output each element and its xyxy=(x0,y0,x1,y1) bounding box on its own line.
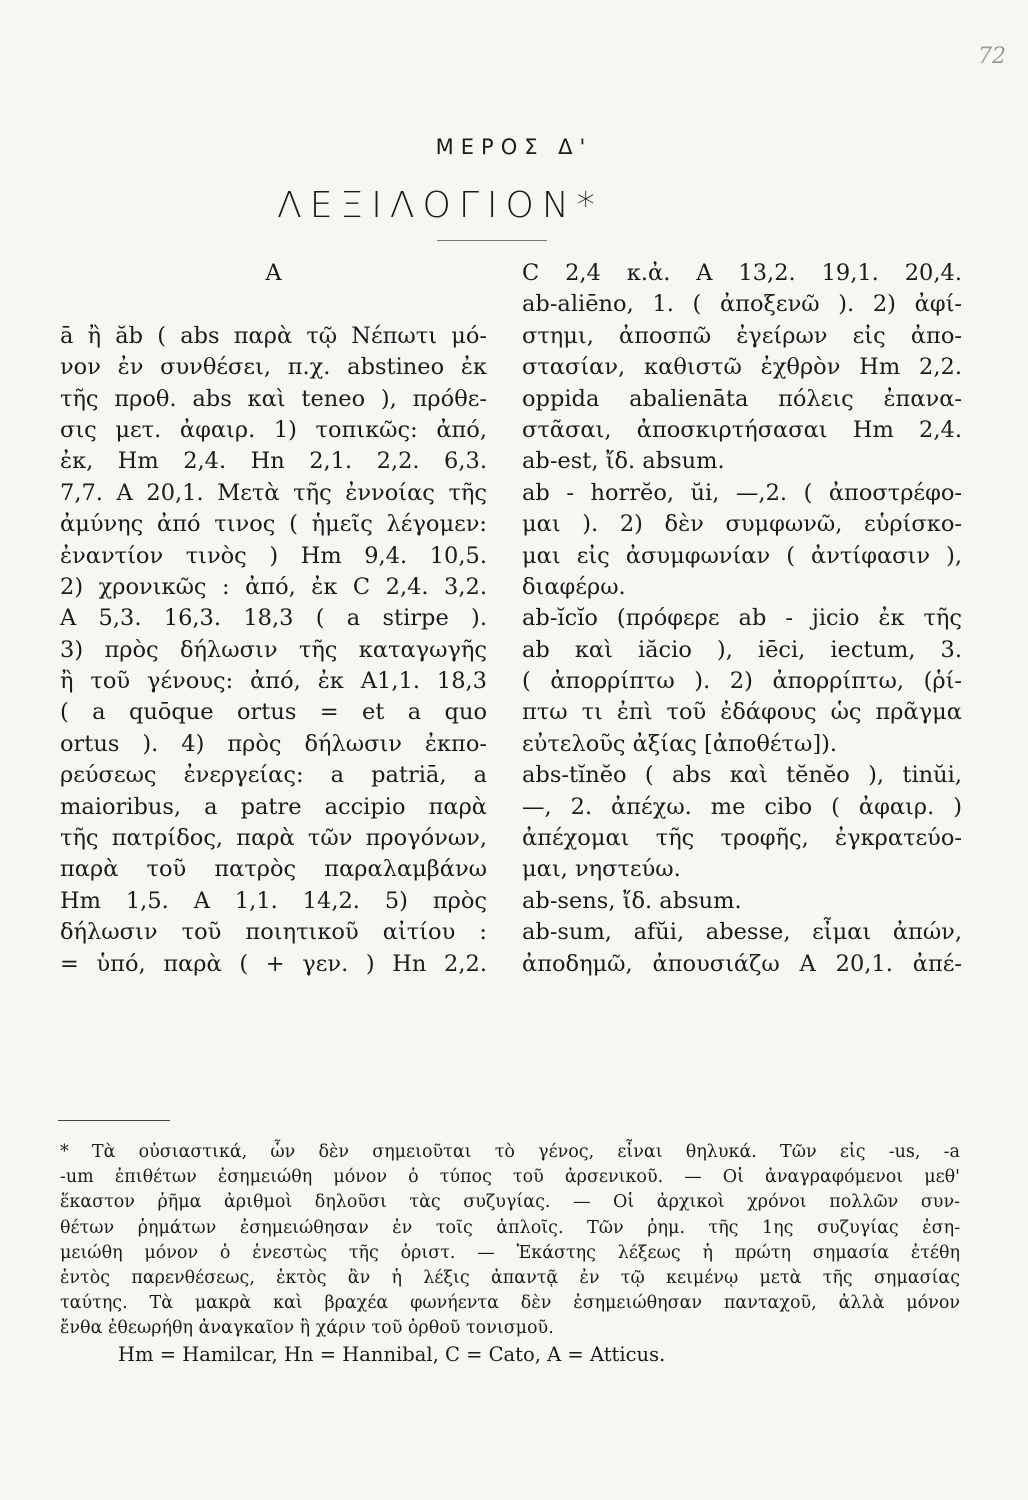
entry-line: στημι, ἀποσπῶ ἐγείρων εἰς ἀπο- xyxy=(522,322,962,349)
left-column xyxy=(60,258,487,980)
right-column xyxy=(522,258,962,980)
entry-line: στᾶσαι, ἀποσκιρτήσασαι Hm 2,4. xyxy=(522,416,962,443)
entry-line: σις μετ. ἀφαιρ. 1) τοπικῶς: ἀπό, xyxy=(60,416,487,443)
entry-line: τῆς προθ. abs καὶ teneo ), πρόθε- xyxy=(60,385,487,412)
footnote-line: * Τὰ οὐσιαστικά, ὧν δὲν σημειοῦται τὸ γένος, εἶναι θηλυκά. Τῶν εἰς -us, -a xyxy=(60,1142,960,1162)
entry-line: ( a quōque ortus = et a quo xyxy=(60,699,487,726)
entry-line: τῆς πατρίδος, παρὰ τῶν προγόνων, xyxy=(60,825,487,852)
entry-line: νον ἐν συνθέσει, π.χ. abstineo ἐκ xyxy=(60,354,487,381)
entry-line: 3) πρὸς δήλωσιν τῆς καταγωγῆς xyxy=(60,636,487,663)
entry-line: ( ἀπορρίπτω ). 2) ἀπορρίπτω, (ῥί- xyxy=(522,668,962,695)
entry-line: ἐναντίον τινὸς ) Hm 9,4. 10,5. xyxy=(60,542,487,569)
footnote-line: ἐντὸς παρενθέσεως, ἐκτὸς ἂν ἡ λέξις ἀπαντᾷ ἐν τῷ κειμένῳ μετὰ τῆς σημασίας xyxy=(60,1267,960,1288)
entry-line: εὐτελοῦς ἀξίας [ἀποθέτω]). xyxy=(522,730,838,757)
entry-line: ab - horrĕo, ŭi, —,2. ( ἀποστρέφο- xyxy=(522,479,962,506)
spacer xyxy=(60,289,487,320)
entry-line: στασίαν, καθιστῶ ἐχθρὸν Hm 2,2. xyxy=(522,354,962,381)
entry-line: ab-sum, afŭi, abesse, εἶμαι ἀπών, xyxy=(522,919,962,946)
entry-line: ρεύσεως ἐνεργείας: a patriā, a xyxy=(60,762,487,789)
footnote-line: μειώθη μόνον ὁ ἐνεστὼς τῆς ὁριστ. — Ἑκάστης λέξεως ἡ πρώτη σημασία ἐτέθη xyxy=(60,1242,960,1263)
title-divider xyxy=(437,240,547,241)
entry-line: πτω τι ἐπὶ τοῦ ἐδάφους ὡς πρᾶγμα xyxy=(522,699,962,726)
entry-line: ἀποδημῶ, ἀπουσιάζω A 20,1. ἀπέ- xyxy=(522,950,962,977)
entry-line: oppida abalienāta πόλεις ἐπανα- xyxy=(522,385,962,412)
footnote-line: -um ἐπιθέτων ἐσημειώθη μόνον ὁ τύπος τοῦ ἀρσενικοῦ. — Οἱ ἀναγραφόμενοι μεθ' xyxy=(60,1167,960,1188)
footnote-line: ταύτης. Τὰ μακρὰ καὶ βραχέα φωνήεντα δὲν ἐσημειώθησαν πανταχοῦ, ἀλλὰ μόνον xyxy=(60,1293,960,1314)
section-letter: A xyxy=(265,260,282,286)
entry-line: ab-aliēno, 1. ( ἀποξενῶ ). 2) ἀφί- xyxy=(522,291,962,318)
entry-line: μαι εἰς ἀσυμφωνίαν ( ἀντίφασιν ), xyxy=(522,542,962,569)
footnote xyxy=(60,1140,960,1367)
page-title: ΛΕΞΙΛΟΓΙΟΝ* xyxy=(277,185,603,226)
entry-line: = ὑπό, παρὰ ( + γεν. ) Hn 2,2. xyxy=(60,950,487,977)
entry-line: ortus ). 4) πρὸς δήλωσιν ἐκπο- xyxy=(60,730,487,757)
footnote-divider xyxy=(58,1120,170,1121)
part-heading: ΜΕΡΟΣ Δ' xyxy=(435,135,593,159)
entry-line: ἢ τοῦ γένους: ἀπό, ἐκ A1,1. 18,3 xyxy=(60,668,487,695)
entry-line: ἀμύνης ἀπό τινος ( ἡμεῖς λέγομεν: xyxy=(60,511,487,538)
entry-line: δήλωσιν τοῦ ποιητικοῦ αἰτίου : xyxy=(60,919,487,946)
entry-line: ἀπέχομαι τῆς τροφῆς, ἐγκρατεύο- xyxy=(522,825,962,852)
footnote-line: ἔνθα ἐθεωρήθη ἀναγκαῖον ἢ χάριν τοῦ ὀρθοῦ τονισμοῦ. xyxy=(60,1318,554,1339)
entry-line: ab-est, ἴδ. absum. xyxy=(522,448,725,475)
entry-line: παρὰ τοῦ πατρὸς παραλαμβάνω xyxy=(60,856,487,883)
entry-line: Hm 1,5. A 1,1. 14,2. 5) πρὸς xyxy=(60,887,487,914)
entry-line: ab καὶ iăcio ), iēci, iectum, 3. xyxy=(522,636,962,663)
abbreviations-line: Hm = Hamilcar, Hn = Hannibal, C = Cato, A = Atticus. xyxy=(118,1342,666,1366)
footnote-line: ἕκαστον ῥῆμα ἀριθμοὶ δηλοῦσι τὰς συζυγίας. — Οἱ ἀρχικοὶ χρόνοι πολλῶν συν- xyxy=(60,1192,960,1213)
entry-line: maioribus, a patre accipio παρὰ xyxy=(60,793,487,820)
page-number: 72 xyxy=(978,44,1006,69)
entry-line: —, 2. ἀπέχω. me cibo ( ἀφαιρ. ) xyxy=(522,793,962,820)
entry-line: ab-ĭcĭo (πρόφερε ab - jicio ἐκ τῆς xyxy=(522,605,962,632)
entry-line: C 2,4 κ.ἀ. A 13,2. 19,1. 20,4. xyxy=(522,260,962,286)
entry-line: διαφέρω. xyxy=(522,573,626,600)
entry-line: A 5,3. 16,3. 18,3 ( a stirpe ). xyxy=(60,605,487,632)
entry-line: ā ἢ ăb ( abs παρὰ τῷ Νέπωτι μό- xyxy=(60,322,487,349)
entry-line: ab-sens, ἴδ. absum. xyxy=(522,887,742,914)
entry-line: abs-tĭnĕo ( abs καὶ tĕnĕo ), tinŭi, xyxy=(522,762,962,789)
footnote-line: θέτων ῥημάτων ἐσημειώθησαν ἐν τοῖς ἁπλοῖς. Τῶν ῥημ. τῆς 1ης συζυγίας ἐση- xyxy=(60,1217,960,1238)
entry-line: μαι ). 2) δὲν συμφωνῶ, εὑρίσκο- xyxy=(522,511,962,538)
entry-line: ἐκ, Hm 2,4. Hn 2,1. 2,2. 6,3. xyxy=(60,448,487,475)
entry-line: μαι, νηστεύω. xyxy=(522,856,681,883)
entry-line: 7,7. A 20,1. Μετὰ τῆς ἐννοίας τῆς xyxy=(60,479,487,506)
entry-line: 2) χρονικῶς : ἀπό, ἐκ C 2,4. 3,2. xyxy=(60,573,487,600)
